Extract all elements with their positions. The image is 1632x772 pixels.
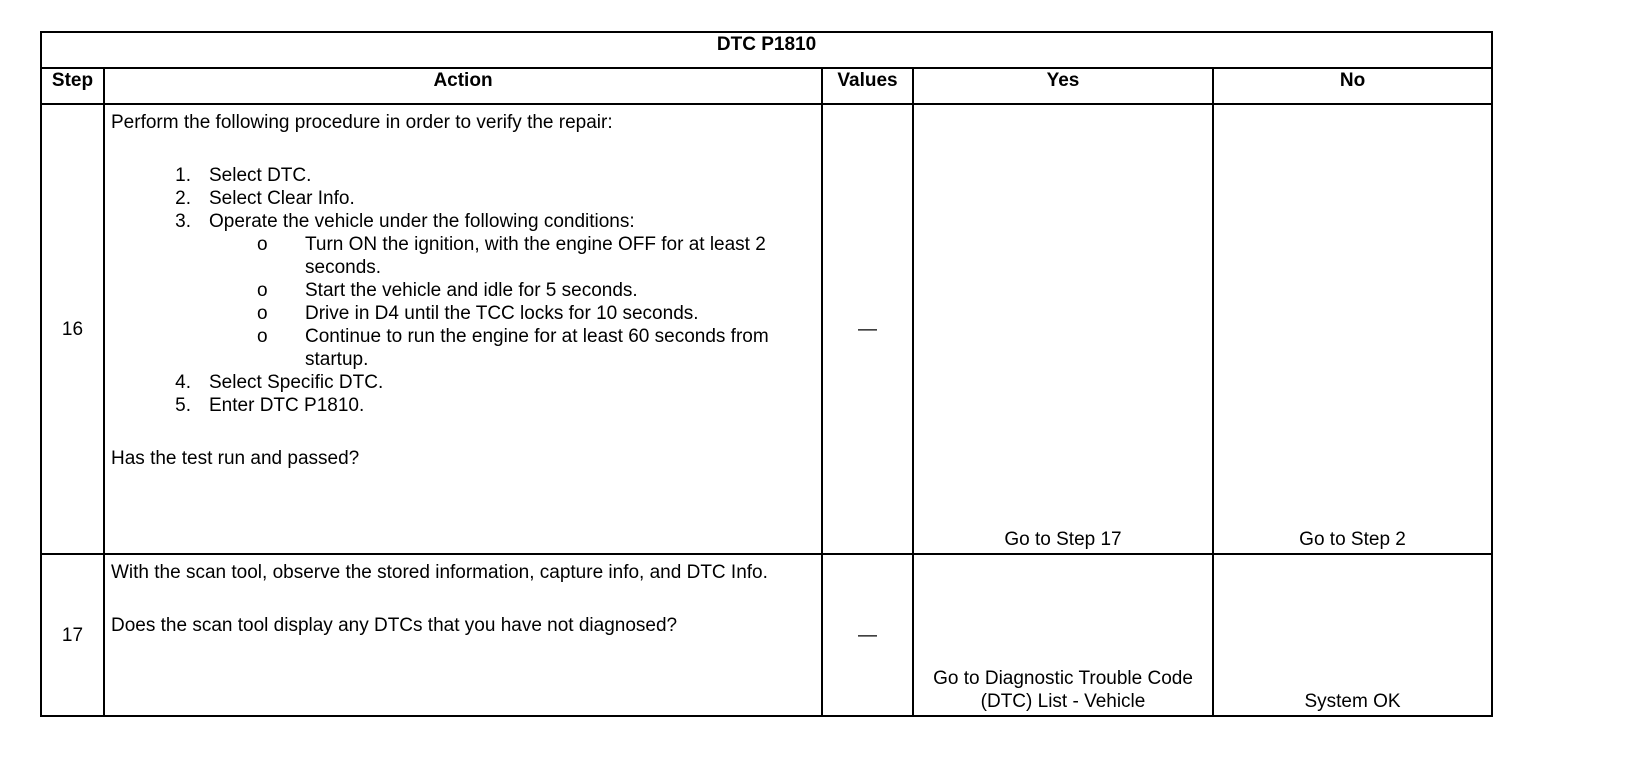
list-text: Select DTC. [209,165,312,186]
procedure-list [111,164,817,417]
list-item [111,371,817,394]
bullet-marker: o [257,303,268,324]
step-number: 17 [41,554,104,716]
action-intro: Perform the following procedure in order to verify the repair: [111,112,613,133]
condition-list [209,233,817,371]
list-text: Turn ON the ignition, with the engine OFF for at least 2 seconds. [305,234,766,278]
table-row [41,554,1492,716]
list-text: Start the vehicle and idle for 5 seconds. [305,280,638,301]
bullet-marker: o [257,326,268,347]
action-question: Does the scan tool display any DTCs that you have not diagnosed? [111,615,678,636]
list-number: 1. [175,165,191,186]
header-action: Action [104,68,822,104]
header-yes: Yes [913,68,1213,104]
table-header-row [41,68,1492,104]
no-result: System OK [1213,554,1492,716]
list-number: 3. [175,211,191,232]
table-title: DTC P1810 [41,32,1492,68]
header-step: Step [41,68,104,104]
bullet-marker: o [257,280,268,301]
list-item [111,210,817,371]
values-cell: — [822,104,913,554]
list-text: Select Clear Info. [209,188,355,209]
header-no: No [1213,68,1492,104]
list-number: 2. [175,188,191,209]
action-question: Has the test run and passed? [111,448,360,469]
list-text: Continue to run the engine for at least 60 seconds from startup. [305,326,769,370]
action-cell [104,554,822,716]
list-text: Operate the vehicle under the following conditions: [209,211,635,232]
dtc-table-container [40,31,1493,717]
table-title-row [41,32,1492,68]
list-item [209,233,817,279]
bullet-marker: o [257,234,268,255]
list-item [209,302,817,325]
yes-result: Go to Step 17 [913,104,1213,554]
table-row [41,104,1492,554]
dtc-table [40,31,1493,717]
list-item [111,187,817,210]
list-item [209,325,817,371]
list-text: Enter DTC P1810. [209,395,365,416]
list-item [111,394,817,417]
action-intro: With the scan tool, observe the stored information, capture info, and DTC Info. [111,562,768,583]
list-number: 5. [175,395,191,416]
values-cell: — [822,554,913,716]
step-number: 16 [41,104,104,554]
no-result: Go to Step 2 [1213,104,1492,554]
action-cell [104,104,822,554]
yes-result: Go to Diagnostic Trouble Code (DTC) List - Vehicle [913,554,1213,716]
list-item [209,279,817,302]
list-text: Drive in D4 until the TCC locks for 10 seconds. [305,303,699,324]
header-values: Values [822,68,913,104]
list-number: 4. [175,372,191,393]
list-text: Select Specific DTC. [209,372,384,393]
list-item [111,164,817,187]
